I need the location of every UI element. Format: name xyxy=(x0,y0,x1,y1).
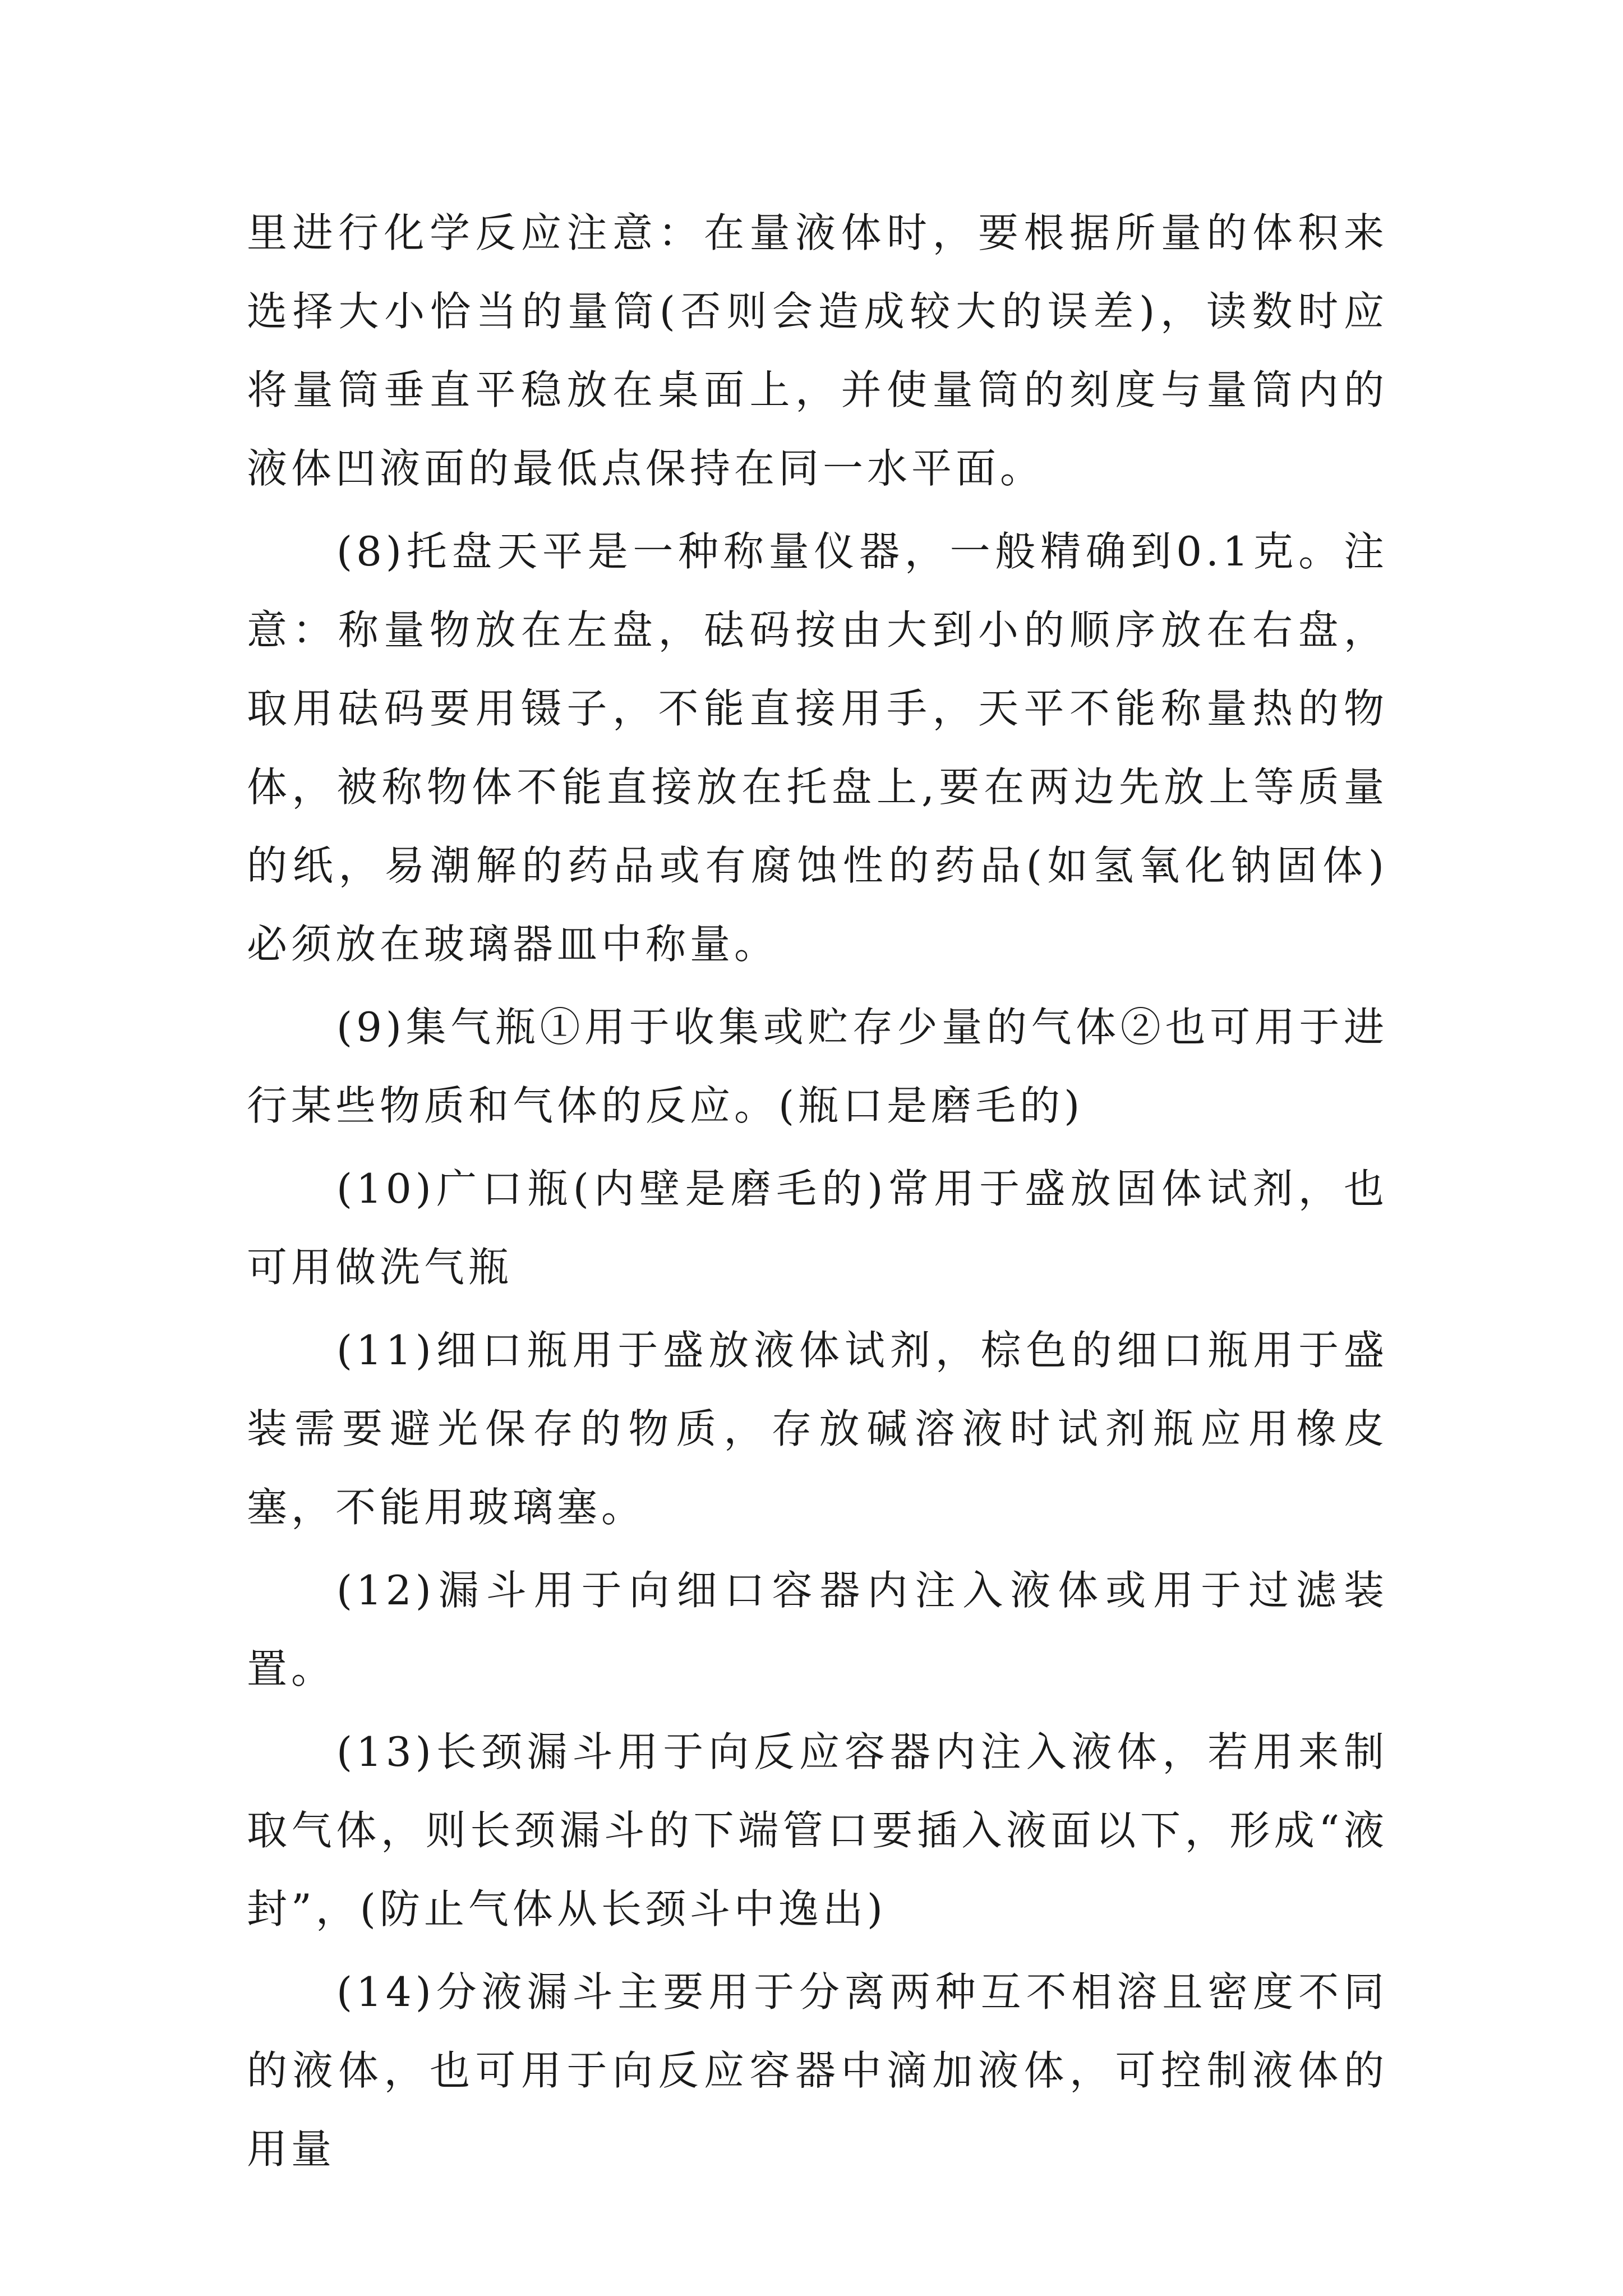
paragraph-continuation: 里进行化学反应注意：在量液体时，要根据所量的体积来选择大小恰当的量筒(否则会造成较大的误差)，读数时应将量筒垂直平稳放在桌面上，并使量筒的刻度与量筒内的液体凹液面的最低点保持在同一水平面。 xyxy=(247,209,1388,492)
paragraph-item-12-funnel: (12)漏斗用于向细口容器内注入液体或用于过滤装置。 xyxy=(247,1567,1388,1692)
document-page xyxy=(247,194,1388,2188)
paragraph-item-10-wide-mouth-bottle: (10)广口瓶(内壁是磨毛的)常用于盛放固体试剂，也可用做洗气瓶 xyxy=(247,1165,1388,1291)
paragraph-item-11-narrow-mouth-bottle: (11)细口瓶用于盛放液体试剂，棕色的细口瓶用于盛装需要避光保存的物质，存放碱溶液时试剂瓶应用橡皮塞，不能用玻璃塞。 xyxy=(247,1327,1388,1531)
paragraph-item-9-gas-bottle: (9)集气瓶①用于收集或贮存少量的气体②也可用于进行某些物质和气体的反应。(瓶口是磨毛的) xyxy=(247,1004,1388,1129)
paragraph-item-13-long-neck-funnel: (13)长颈漏斗用于向反应容器内注入液体，若用来制取气体，则长颈漏斗的下端管口要插入液面以下，形成“液封”，(防止气体从长颈斗中逸出) xyxy=(247,1728,1388,1932)
paragraph-item-8-balance: (8)托盘天平是一种称量仪器，一般精确到0.1克。注意：称量物放在左盘，砝码按由大到小的顺序放在右盘，取用砝码要用镊子，不能直接用手，天平不能称量热的物体，被称物体不能直接放在托盘上,要在两边先放上等质量的纸，易潮解的药品或有腐蚀性的药品(如氢氧化钠固体)必须放在玻璃器皿中称量。 xyxy=(247,528,1388,968)
paragraph-item-14-separatory-funnel: (14)分液漏斗主要用于分离两种互不相溶且密度不同的液体，也可用于向反应容器中滴加液体，可控制液体的用量 xyxy=(247,1968,1388,2173)
